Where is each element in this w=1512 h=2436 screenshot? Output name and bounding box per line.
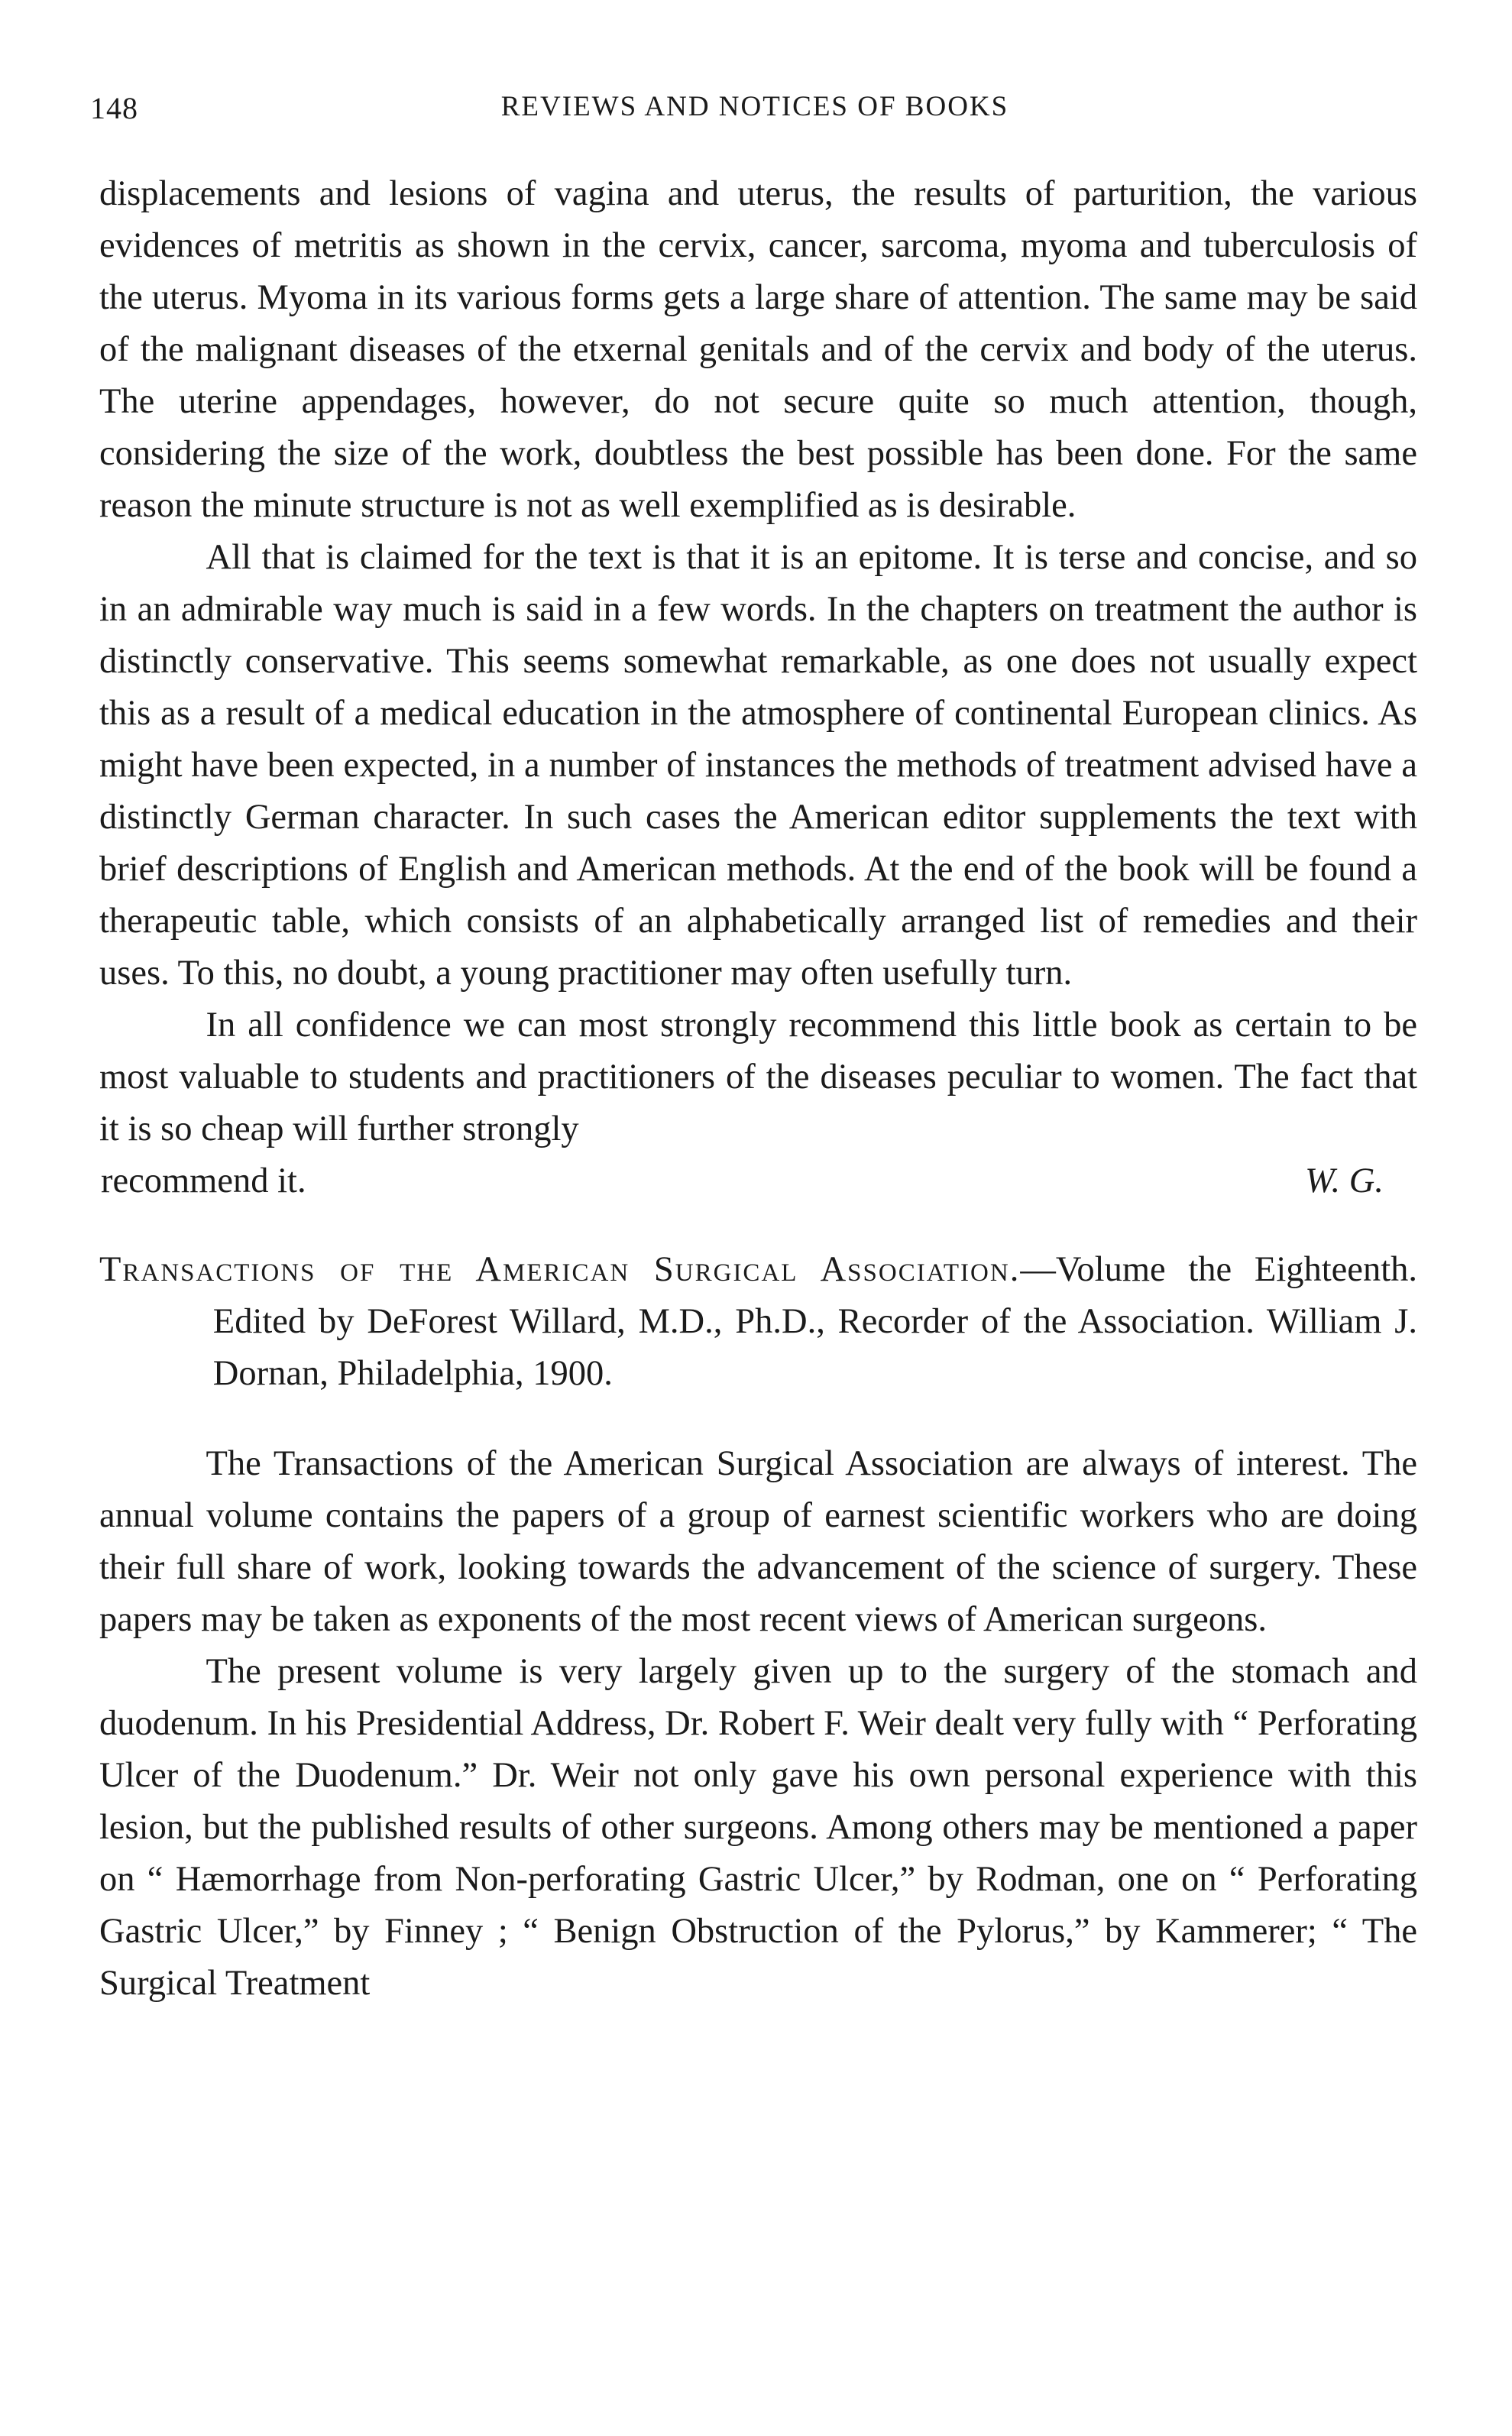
review-1-paragraph-2: All that is claimed for the text is that it is an epitome. It is terse and concise, and so in an admirable way much is said in a few words. In the chapters on treatment the author is distinctly conservative. This seems somewhat remarkable, as one does not usually expect this as a result of a medical education in the atmosphere of continental European clinics. As might have been expected, in a number of instances the methods of treatment advised have a distinctly German character. In such cases the American editor supplements the text with brief descriptions of English and American methods. At the end of the book will be found a therapeutic table, which consists of an alphabetically arranged list of remedies and their uses. To this, no doubt, a young practitioner may often usefully turn. — [99, 538, 1417, 993]
running-title: REVIEWS AND NOTICES OF BOOKS — [500, 91, 1009, 122]
review-2-heading-title: Transactions of the American Surgical Association. — [99, 1250, 1021, 1289]
review-1-closing-line — [99, 1155, 1417, 1207]
review-2-heading-details: —Volume the Eighteenth. Edited by DeForest Willard, M.D., Ph.D., Recorder of the Association. William J. Dornan, Philadelphia, 1900. — [212, 1250, 1417, 1393]
review-2-heading — [99, 1244, 1417, 1400]
review-1-paragraph-3-end: recommend it. — [101, 1161, 306, 1200]
running-head — [90, 90, 1420, 136]
review-1-paragraph-3: In all confidence we can most strongly recommend this little book as certain to be most valuable to students and practitioners of the diseases peculiar to women. The fact that it is so cheap will further strongly — [99, 1006, 1417, 1148]
review-2-paragraph-2: The present volume is very largely given up to the surgery of the stomach and duodenum. In his Presidential Address, Dr. Robert F. Weir dealt very fully with “ Perforating Ulcer of the Duodenum.” Dr. Weir not only gave his own personal experience with this lesion, but the published results of other surgeons. Among others may be mentioned a paper on “ Hæmorrhage from Non-perforating Gastric Ulcer,” by Rodman, one on “ Perforating Gastric Ulcer,” by Finney ; “ Benign Obstruction of the Pylorus,” by Kammerer; “ The Surgical Treatment — [99, 1652, 1417, 2003]
review-2-paragraph-1: The Transactions of the American Surgical Association are always of interest. The annual volume contains the papers of a group of earnest scientific workers who are doing their full share of work, looking towards the advancement of the science of surgery. These papers may be taken as exponents of the most recent views of American surgeons. — [99, 1444, 1417, 1639]
body-text — [99, 168, 1417, 2010]
review-1-paragraph-1: displacements and lesions of vagina and uterus, the results of parturition, the various evidences of metritis as shown in the cervix, cancer, sarcoma, myoma and tuberculosis of the uterus. Myoma in its various forms gets a large share of attention. The same may be said of the malignant diseases of the etxernal genitals and of the cervix and body of the uterus. The uterine appendages, however, do not secure quite so much attention, though, considering the size of the work, doubtless the best possible has been done. For the same reason the minute structure is not as well exemplified as is desirable. — [99, 174, 1417, 525]
reviewer-signature: W. G. — [1305, 1161, 1384, 1200]
section-gap — [99, 1400, 1417, 1438]
page-number: 148 — [90, 91, 138, 125]
